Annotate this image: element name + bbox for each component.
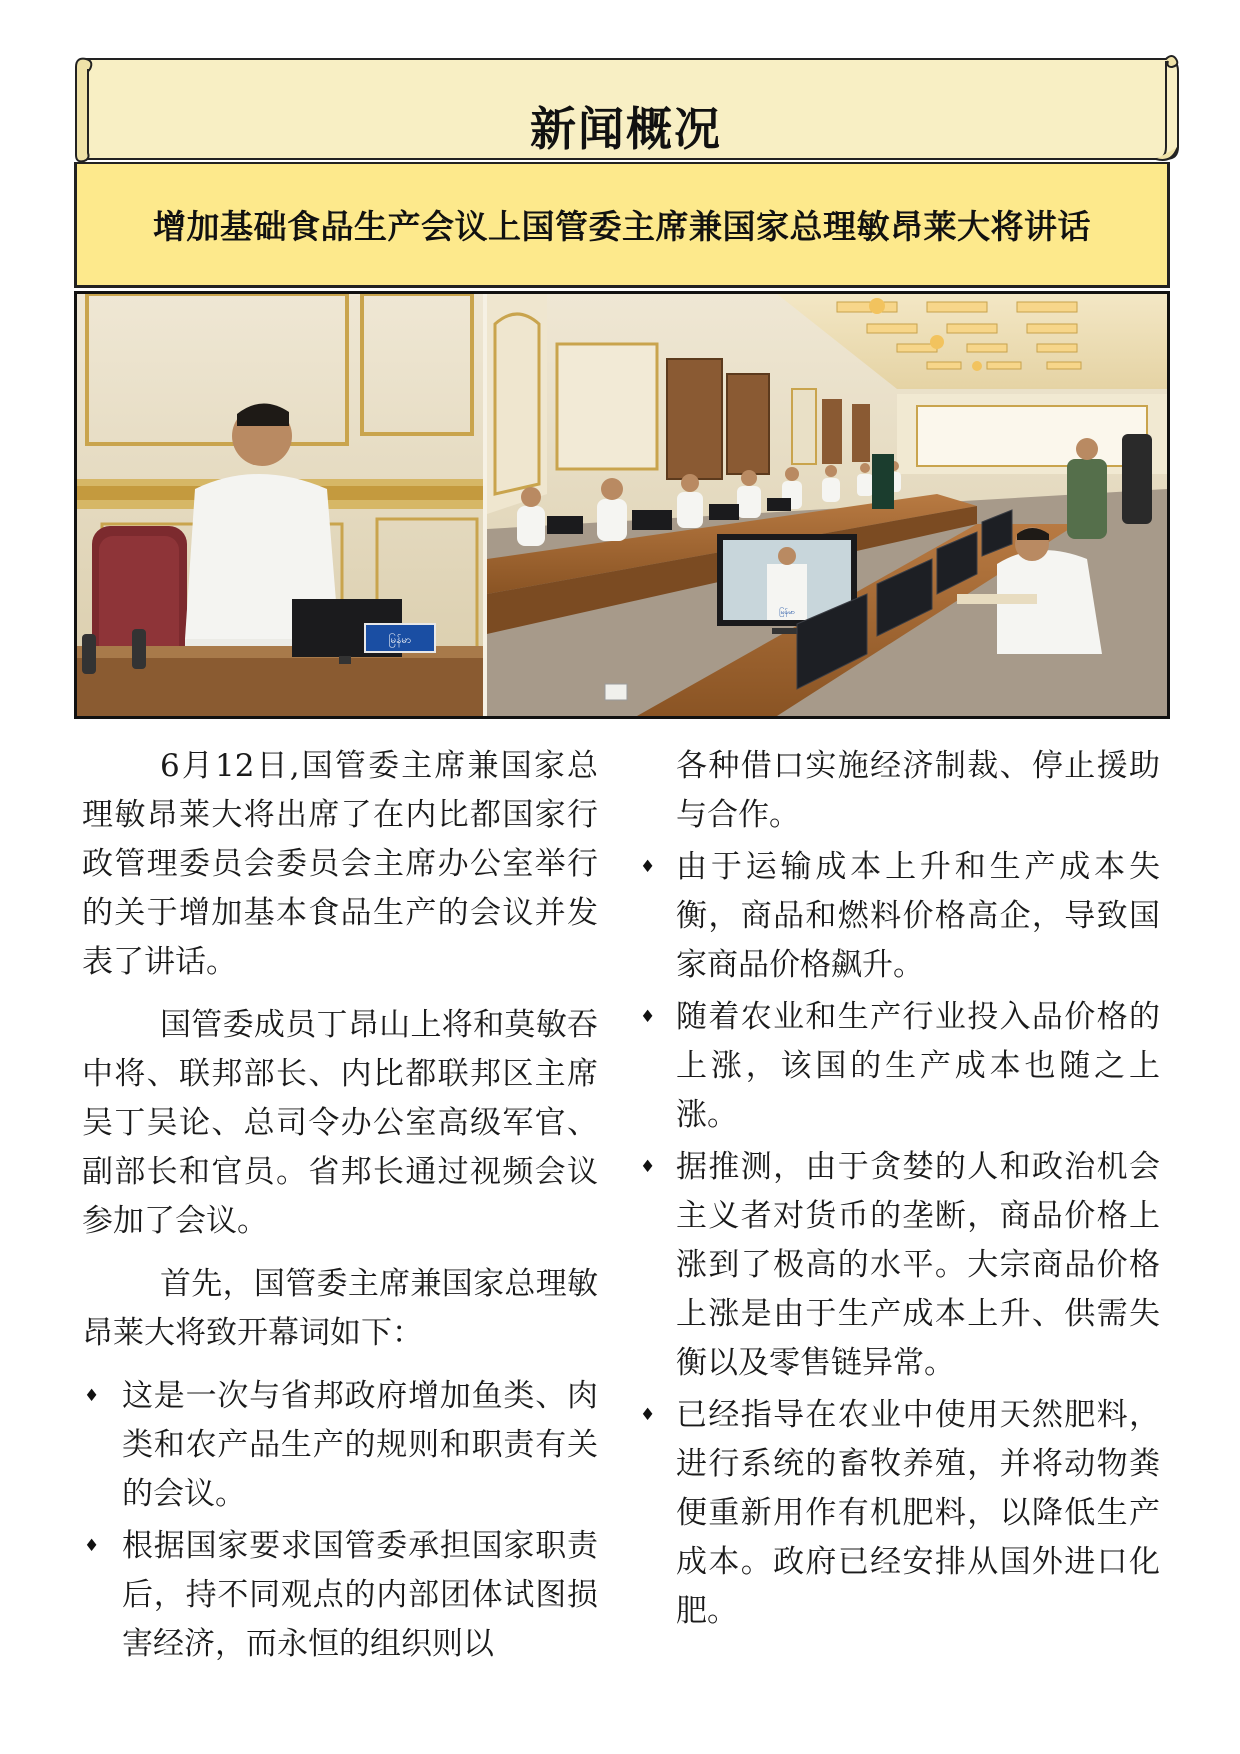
diamond-bullet-icon: ♦ [640,1405,656,1425]
bullet-text: 已经指导在农业中使用天然肥料，进行系统的畜牧养殖，并将动物粪便重新用作有机肥料，以降低生产成本。政府已经安排从国外进口化肥。 [676,1397,1160,1629]
section-banner [72,55,1180,175]
bullet-text: 随着农业和生产行业投入品价格的上涨，该国的生产成本也随之上涨。 [676,999,1160,1133]
diamond-bullet-icon: ♦ [84,1536,100,1556]
bullet-item [640,843,1160,990]
bullet-item [640,1143,1160,1388]
meeting-photo-illustration [77,294,1167,716]
diamond-bullet-icon: ♦ [640,857,656,877]
meeting-photo [74,291,1170,719]
bullet-item [82,1522,598,1669]
diamond-bullet-icon: ♦ [640,1007,656,1027]
article-paragraph: 国管委成员丁昂山上将和莫敏吞中将、联邦部长、内比都联邦区主席吴丁吴论、总司令办公室高级军官、副部长和官员。省邦长通过视频会议参加了会议。 [82,1007,598,1239]
screen-label: မြန်မာ [779,608,795,616]
bullet-item [640,1391,1160,1636]
article-column-right [640,742,1160,1639]
bullet-continuation-text: 各种借口实施经济制裁、停止援助与合作。 [676,748,1160,833]
bullet-item [82,1372,598,1519]
bullet-text: 根据国家要求国管委承担国家职责后，持不同观点的内部团体试图损害经济，而永恒的组织则以 [122,1528,598,1662]
nameplate-text: မြန်မာ [388,635,412,646]
bullet-text: 这是一次与省邦政府增加鱼类、肉类和农产品生产的规则和职责有关的会议。 [122,1378,598,1512]
headline-box [74,162,1170,288]
bullet-item [640,993,1160,1140]
diamond-bullet-icon: ♦ [640,1157,656,1177]
article-headline: 增加基础食品生产会议上国管委主席兼国家总理敏昂莱大将讲话 [153,207,1091,246]
section-title: 新闻概况 [530,102,722,156]
diamond-bullet-icon: ♦ [84,1386,100,1406]
article-paragraph: 首先，国管委主席兼国家总理敏昂莱大将致开幕词如下： [82,1266,598,1351]
bullet-text: 由于运输成本上升和生产成本失衡，商品和燃料价格高企，导致国家商品价格飙升。 [676,849,1160,983]
bullet-text: 据推测，由于贪婪的人和政治机会主义者对货币的垄断，商品价格上涨到了极高的水平。大宗商品价格上涨是由于生产成本上升、供需失衡以及零售链异常。 [676,1149,1160,1381]
article-paragraph: 6月12日,国管委主席兼国家总理敏昂莱大将出席了在内比都国家行政管理委员会委员会主席办公室举行的关于增加基本食品生产的会议并发表了讲话。 [82,748,598,980]
article-column-left [82,742,598,1672]
